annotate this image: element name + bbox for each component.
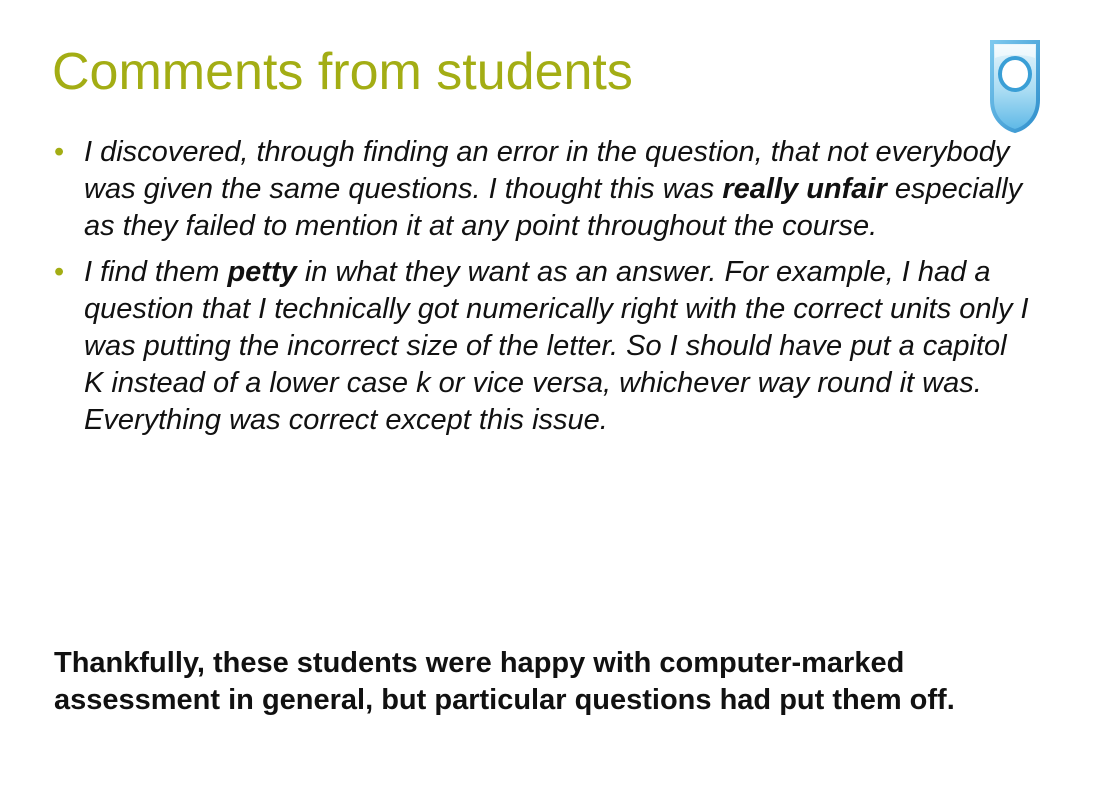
comment-text: especially as they failed to mention it at any point throughout the course.	[84, 173, 1023, 242]
comment-text: I discovered, through finding an error in the question, that not everybody was given the same questions. I thought this was	[84, 136, 1010, 205]
comment-text: in what they want as an answer. For example, I had a question that I technically got numerically right with the correct units only I was putting the incorrect size of the letter. So I should have put a capitol K instead of a lower case k or vice versa, whichever way round it was. Everything was correct except this issue.	[84, 256, 1029, 436]
conclusion-text: Thankfully, these students were happy with computer-marked assessment in general, but particular questions had put them off.	[54, 647, 955, 716]
bullet-marker: •	[54, 136, 65, 168]
comment-emphasis: petty	[227, 256, 297, 288]
comment-item-unfair	[54, 134, 1034, 245]
open-university-logo-icon	[986, 38, 1044, 134]
comment-item-petty	[54, 254, 1034, 439]
bullet-marker: •	[54, 256, 65, 288]
comment-list	[54, 134, 1034, 448]
shield-logo-graphic	[986, 38, 1044, 134]
comment-text: I find them	[84, 256, 228, 288]
comment-emphasis: really unfair	[722, 173, 887, 205]
slide-title: Comments from students	[52, 43, 633, 101]
